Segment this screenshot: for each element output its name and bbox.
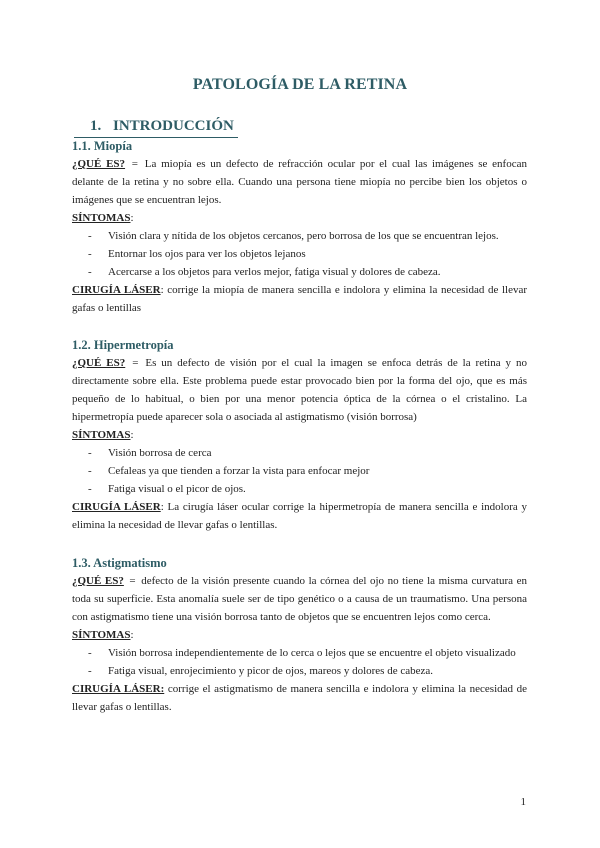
subsection-heading: 1.1. Miopía [72,139,133,153]
laser-label: CIRUGÍA LÁSER: [72,683,165,695]
section-heading [90,118,234,137]
definition-paragraph: ¿QUÉ ES? = La miopía es un defecto de refracción ocular por el cual las imágenes se enfocan delante de la retina y no sobre ella. Cuando una persona tiene miopía no percibe bien los objetos o imágenes que se encuentran lejos. [72,158,527,206]
subsection-heading: 1.3. Astigmatismo [72,556,167,570]
symptoms-label: SÍNTOMAS [72,629,131,641]
que-es-label: ¿QUÉ ES? [72,575,124,587]
page-number: 1 [520,796,526,808]
laser-text: La cirugía láser ocular corrige la hipermetropía de manera sencilla e indolora y elimina la necesidad de llevar gafas o lentillas. [72,501,528,531]
list-item: - Visión borrosa de cerca [72,444,527,462]
definition-text: defecto de la visión presente cuando la córnea del ojo no tiene la misma curvatura en toda su superficie. Esta anomalía suele ser de tipo genético o a causa de un traumatismo. Una persona con astigmatismo tiene una visión borrosa tanto de objetos que se encuentren lejos como cerca. [72,575,527,623]
list-item: - Fatiga visual o el picor de ojos. [72,480,527,498]
section-label: INTRODUCCIÓN [113,118,234,134]
list-item: - Visión clara y nítida de los objetos cercanos, pero borrosa de los que se encuentran lejos. [72,227,527,245]
symptoms-heading: SÍNTOMAS: [72,629,134,641]
document-title: PATOLOGÍA DE LA RETINA [192,76,408,93]
symptoms-heading: SÍNTOMAS: [72,212,134,224]
symptoms-list [72,227,527,281]
symptoms-label: SÍNTOMAS [72,429,131,441]
subsection-astigmatismo [72,554,527,716]
laser-label: CIRUGÍA LÁSER [72,501,161,513]
list-item: - Fatiga visual, enrojecimiento y picor de ojos, mareos y dolores de cabeza. [72,662,527,680]
list-item: - Cefaleas ya que tienden a forzar la vista para enfocar mejor [72,462,527,480]
que-es-label: ¿QUÉ ES? [72,357,126,369]
laser-text: corrige el astigmatismo de manera sencilla e indolora y elimina la necesidad de llevar gafas o lentillas. [72,683,528,713]
list-item: - Acercarse a los objetos para verlos mejor, fatiga visual y dolores de cabeza. [72,263,527,281]
definition-text: Es un defecto de visión por el cual la imagen se enfoca detrás de la retina y no directamente sobre ella. Este problema puede estar provocado bien por la forma del ojo, que es más pequeño de lo habitual, o bien por una menor potencia óptica de la córnea o el cristalino. La hipermetropía puede aparecer sola o asociada al astigmatismo (visión borrosa) [72,357,527,423]
subsection-heading: 1.2. Hipermetropía [72,338,174,352]
laser-text: corrige la miopía de manera sencilla e indolora y elimina la necesidad de llevar gafas o lentillas [72,284,527,314]
symptoms-list [72,644,527,680]
laser-paragraph [72,680,527,716]
laser-label: CIRUGÍA LÁSER [72,284,161,296]
laser-paragraph: CIRUGÍA LÁSER: corrige la miopía de manera sencilla e indolora y elimina la necesidad de llevar gafas o lentillas [72,284,527,314]
subsection-miopia [72,137,527,317]
que-es-label: ¿QUÉ ES? [72,158,126,170]
symptoms-heading: SÍNTOMAS: [72,429,134,441]
list-item: - Visión borrosa independientemente de lo cerca o lejos que se encuentre el objeto visualizado [72,644,527,662]
definition-text: La miopía es un defecto de refracción ocular por el cual las imágenes se enfocan delante de la retina y no sobre ella. Cuando una persona tiene miopía no percibe bien los objetos o imágenes que se encuentran lejos. [72,158,527,206]
definition-paragraph: ¿QUÉ ES? = Es un defecto de visión por el cual la imagen se enfoca detrás de la retina y no directamente sobre ella. Este problema puede estar provocado bien por la forma del ojo, que es más pequeño de lo habitual, o bien por una menor potencia óptica de la córnea o el cristalino. La hipermetropía puede aparecer sola o asociada al astigmatismo (visión borrosa) [72,357,527,423]
definition-paragraph: ¿QUÉ ES? = defecto de la visión presente cuando la córnea del ojo no tiene la misma curvatura en toda su superficie. Esta anomalía suele ser de tipo genético o a causa de un traumatismo. Una persona con astigmatismo tiene una visión borrosa tanto de objetos que se encuentren lejos como cerca. [72,575,527,623]
symptoms-list [72,444,527,498]
subsection-hipermetropia [72,336,527,534]
symptoms-label: SÍNTOMAS [72,212,131,224]
list-item: - Entornar los ojos para ver los objetos lejanos [72,245,527,263]
section-number: 1. [90,118,102,134]
laser-paragraph: CIRUGÍA LÁSER: La cirugía láser ocular corrige la hipermetropía de manera sencilla e indolora y elimina la necesidad de llevar gafas o lentillas. [72,501,528,531]
